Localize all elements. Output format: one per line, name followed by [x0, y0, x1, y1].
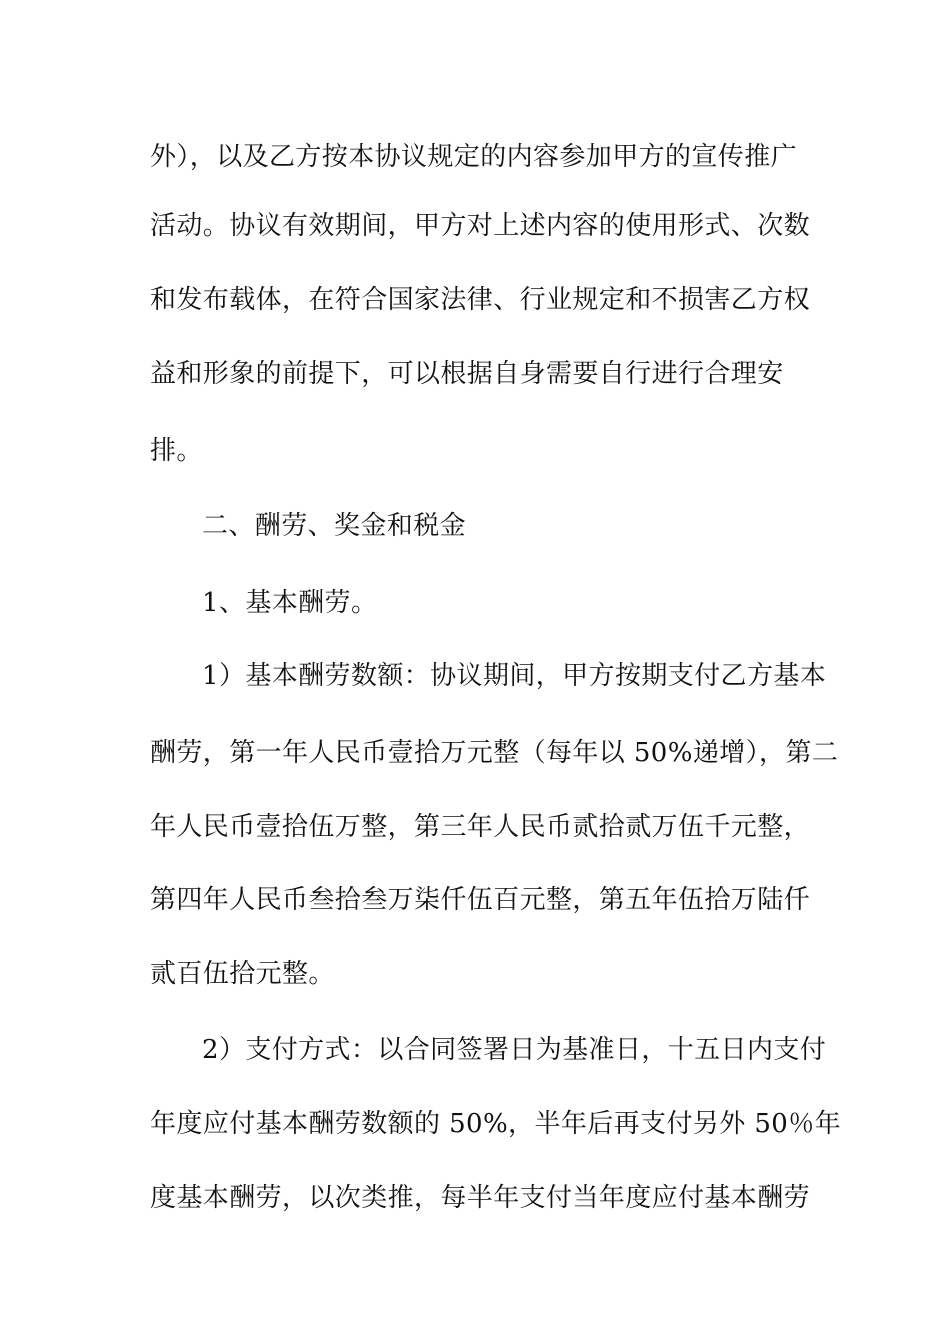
text-line: 年人民币壹拾伍万整，第三年人民币贰拾贰万伍千元整，: [150, 812, 811, 842]
text-line: 1）基本酬劳数额：协议期间，甲方按期支付乙方基本: [202, 661, 827, 691]
text-line: 益和形象的前提下，可以根据自身需要自行进行合理安: [150, 359, 784, 389]
text-line: 第四年人民币叁拾叁万柒仟伍百元整，第五年伍拾万陆仟: [150, 885, 811, 915]
text-line: 外），以及乙方按本协议规定的内容参加甲方的宣传推广: [150, 142, 798, 172]
text-line: 2）支付方式：以合同签署日为基准日，十五日内支付: [202, 1035, 827, 1065]
text-line: 度基本酬劳，以次类推，每半年支付当年度应付基本酬劳: [150, 1183, 811, 1213]
text-line: 活动。协议有效期间，甲方对上述内容的使用形式、次数: [150, 211, 811, 241]
text-line: 和发布载体，在符合国家法律、行业规定和不损害乙方权: [150, 285, 811, 315]
text-line: 排。: [150, 436, 203, 466]
subsection-heading: 1、基本酬劳。: [202, 588, 378, 618]
text-line: 贰百伍拾元整。: [150, 959, 335, 989]
section-heading: 二、酬劳、奖金和税金: [202, 511, 467, 541]
text-line: 年度应付基本酬劳数额的 50%，半年后再支付另外 50％年: [150, 1109, 842, 1139]
text-line: 酬劳，第一年人民币壹拾万元整（每年以 50%递增），第二: [150, 738, 839, 768]
